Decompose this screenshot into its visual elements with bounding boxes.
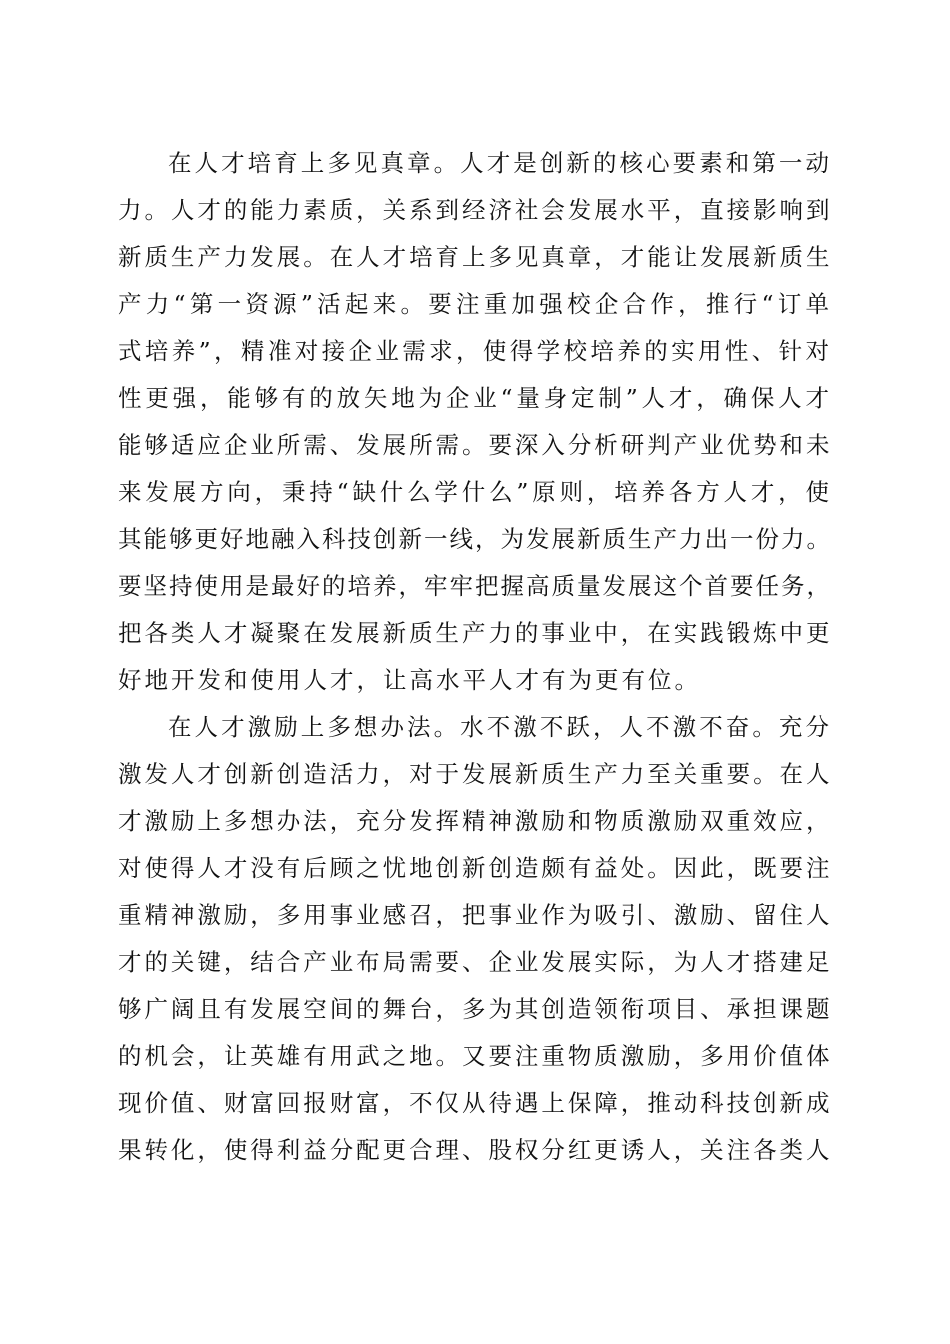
paragraph-1-line-6: 性更强，能够有的放矢地为企业“量身定制”人才，确保人才 bbox=[118, 384, 832, 412]
paragraph-2-line-8: 的机会，让英雄有用武之地。又要注重物质激励，多用价值体 bbox=[118, 1042, 832, 1070]
paragraph-2-line-6: 才的关键，结合产业布局需要、企业发展实际，为人才搭建足 bbox=[118, 948, 832, 976]
paragraph-2-line-1: 在人才激励上多想办法。水不激不跃，人不激不奋。充分 bbox=[168, 713, 832, 741]
paragraph-1-line-9: 其能够更好地融入科技创新一线，为发展新质生产力出一份力。 bbox=[118, 525, 832, 553]
paragraph-2-line-4: 对使得人才没有后顾之忧地创新创造颇有益处。因此，既要注 bbox=[118, 854, 832, 882]
paragraph-2-line-2: 激发人才创新创造活力，对于发展新质生产力至关重要。在人 bbox=[118, 760, 832, 788]
paragraph-1-line-1: 在人才培育上多见真章。人才是创新的核心要素和第一动 bbox=[168, 149, 832, 177]
paragraph-1-line-10: 要坚持使用是最好的培养，牢牢把握高质量发展这个首要任务， bbox=[118, 572, 832, 600]
paragraph-1-line-11: 把各类人才凝聚在发展新质生产力的事业中，在实践锻炼中更 bbox=[118, 619, 832, 647]
paragraph-1-line-2: 力。人才的能力素质，关系到经济社会发展水平，直接影响到 bbox=[118, 196, 832, 224]
paragraph-2-line-7: 够广阔且有发展空间的舞台，多为其创造领衔项目、承担课题 bbox=[118, 995, 832, 1023]
paragraph-2-line-10: 果转化，使得利益分配更合理、股权分红更诱人，关注各类人 bbox=[118, 1136, 832, 1164]
paragraph-2-line-5: 重精神激励，多用事业感召，把事业作为吸引、激励、留住人 bbox=[118, 901, 832, 929]
paragraph-1-line-7: 能够适应企业所需、发展所需。要深入分析研判产业优势和未 bbox=[118, 431, 832, 459]
paragraph-2-line-9: 现价值、财富回报财富，不仅从待遇上保障，推动科技创新成 bbox=[118, 1089, 832, 1117]
paragraph-1-line-5: 式培养”，精准对接企业需求，使得学校培养的实用性、针对 bbox=[118, 337, 832, 365]
paragraph-2-line-3: 才激励上多想办法，充分发挥精神激励和物质激励双重效应， bbox=[118, 807, 832, 835]
paragraph-1-line-4: 产力“第一资源”活起来。要注重加强校企合作，推行“订单 bbox=[118, 290, 832, 318]
paragraph-1-line-3: 新质生产力发展。在人才培育上多见真章，才能让发展新质生 bbox=[118, 243, 832, 271]
paragraph-1-line-12: 好地开发和使用人才，让高水平人才有为更有位。 bbox=[118, 666, 701, 694]
paragraph-1-line-8: 来发展方向，秉持“缺什么学什么”原则，培养各方人才，使 bbox=[118, 478, 832, 506]
